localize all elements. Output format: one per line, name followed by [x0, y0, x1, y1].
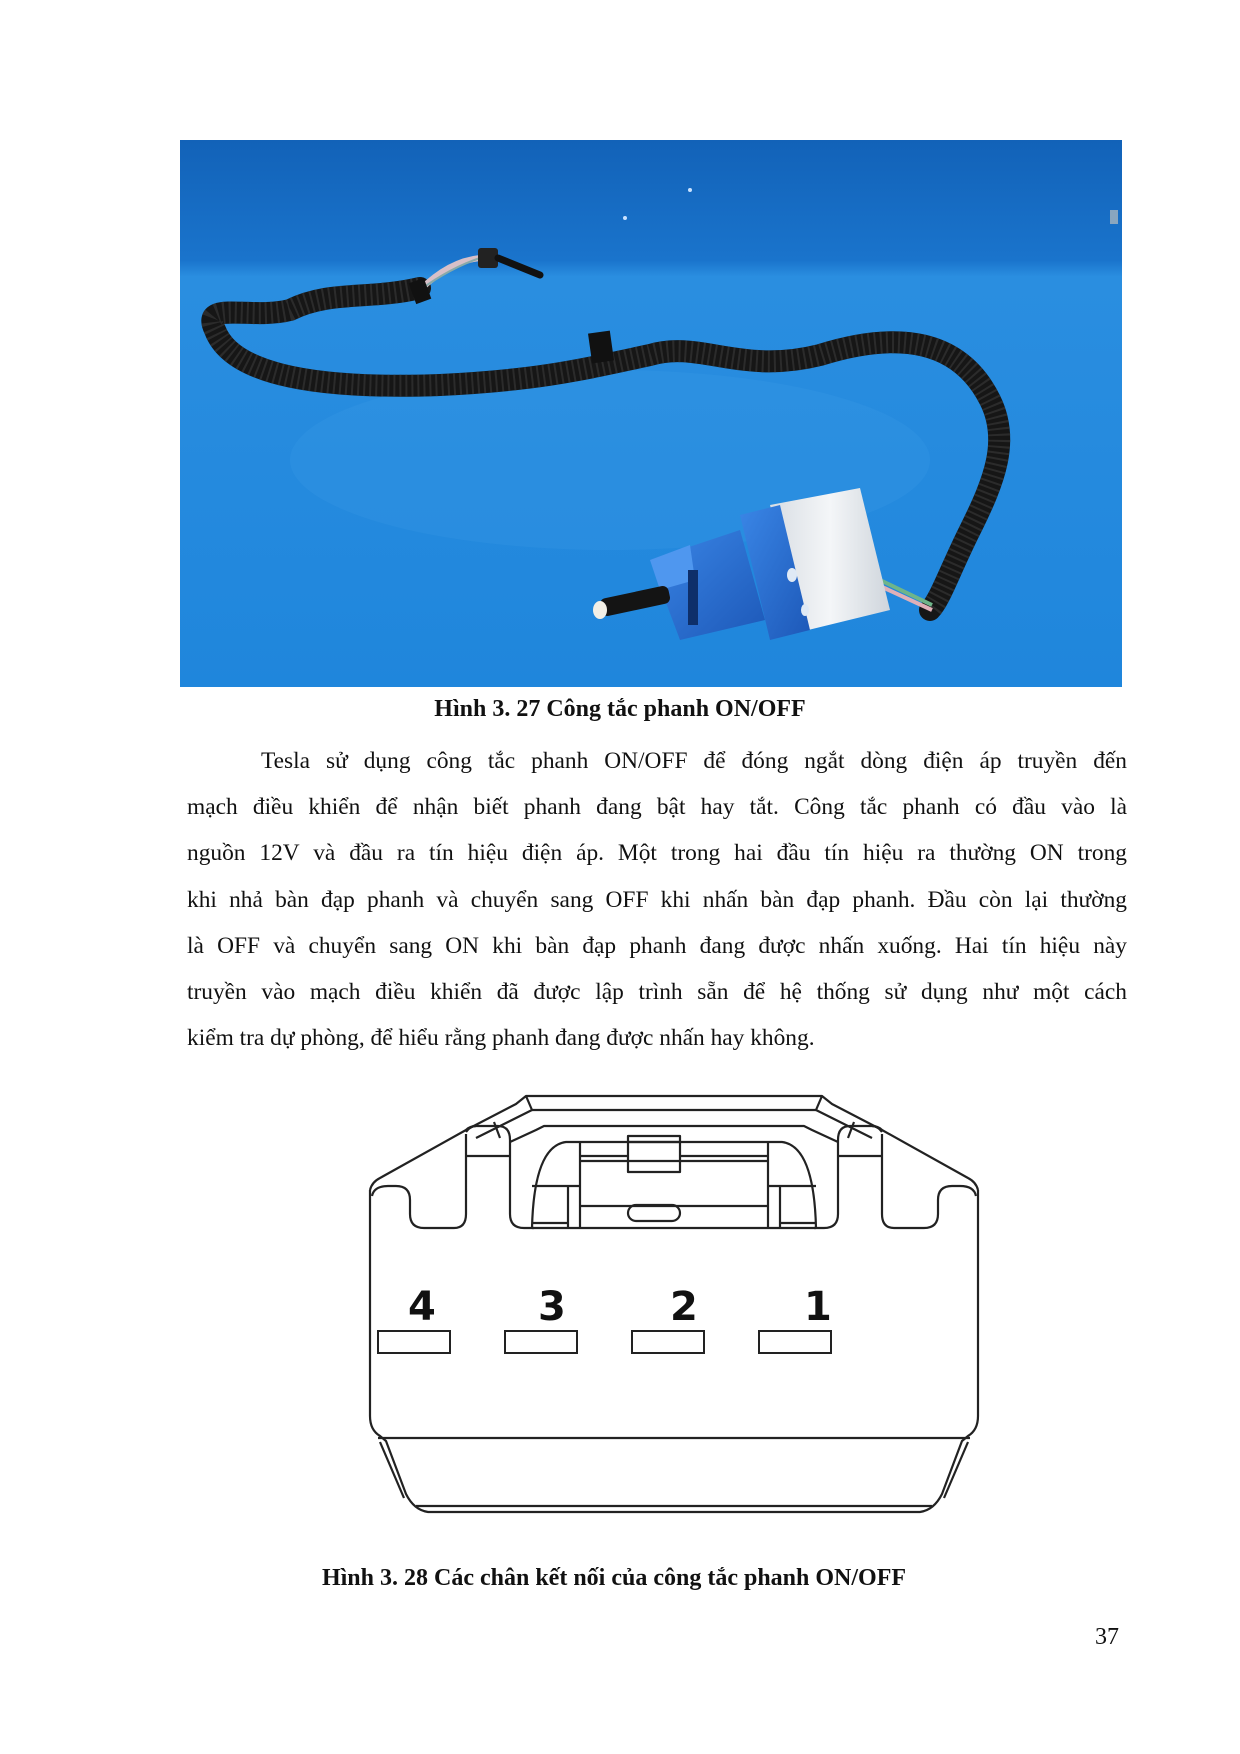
pin-2-label: 2	[670, 1284, 698, 1330]
pin-1-slot	[759, 1331, 831, 1353]
brake-switch-photo	[180, 140, 1122, 687]
brake-switch-photo-illustration	[180, 140, 1122, 687]
body-paragraph	[187, 738, 1127, 1061]
page-number: 37	[1095, 1624, 1119, 1650]
body-line-3: nguồn 12V và đầu ra tín hiệu điện áp. Một trong hai đầu tín hiệu ra thường ON trong	[187, 840, 1127, 867]
pin-3-slot	[505, 1331, 577, 1353]
pin-1-label: 1	[804, 1284, 832, 1330]
connector-pinout-diagram	[366, 1086, 982, 1518]
pin-4-slot	[378, 1331, 450, 1353]
body-line-7: kiểm tra dự phòng, để hiểu rằng phanh đang được nhấn hay không.	[187, 1025, 815, 1052]
pin-4-label: 4	[408, 1284, 436, 1330]
body-line-5: là OFF và chuyển sang ON khi bàn đạp phanh đang được nhấn xuống. Hai tín hiệu này	[187, 932, 1127, 959]
pin-2-slot	[632, 1331, 704, 1353]
body-line-1: Tesla sử dụng công tắc phanh ON/OFF để đóng ngắt dòng điện áp truyền đến	[261, 748, 1127, 774]
body-line-4: khi nhả bàn đạp phanh và chuyển sang OFF khi nhấn bàn đạp phanh. Đầu còn lại thường	[187, 886, 1127, 913]
body-line-2: mạch điều khiển để nhận biết phanh đang bật hay tắt. Công tắc phanh có đầu vào là	[187, 794, 1127, 821]
body-line-6: truyền vào mạch điều khiển đã được lập trình sẵn để hệ thống sử dụng như một cách	[187, 978, 1127, 1005]
pin-3-label: 3	[538, 1284, 566, 1330]
connector-outline	[366, 1086, 982, 1518]
figure-3-28-caption: Hình 3. 28 Các chân kết nối của công tắc phanh ON/OFF	[321, 1565, 907, 1591]
figure-3-27-caption: Hình 3. 27 Công tắc phanh ON/OFF	[434, 696, 806, 722]
